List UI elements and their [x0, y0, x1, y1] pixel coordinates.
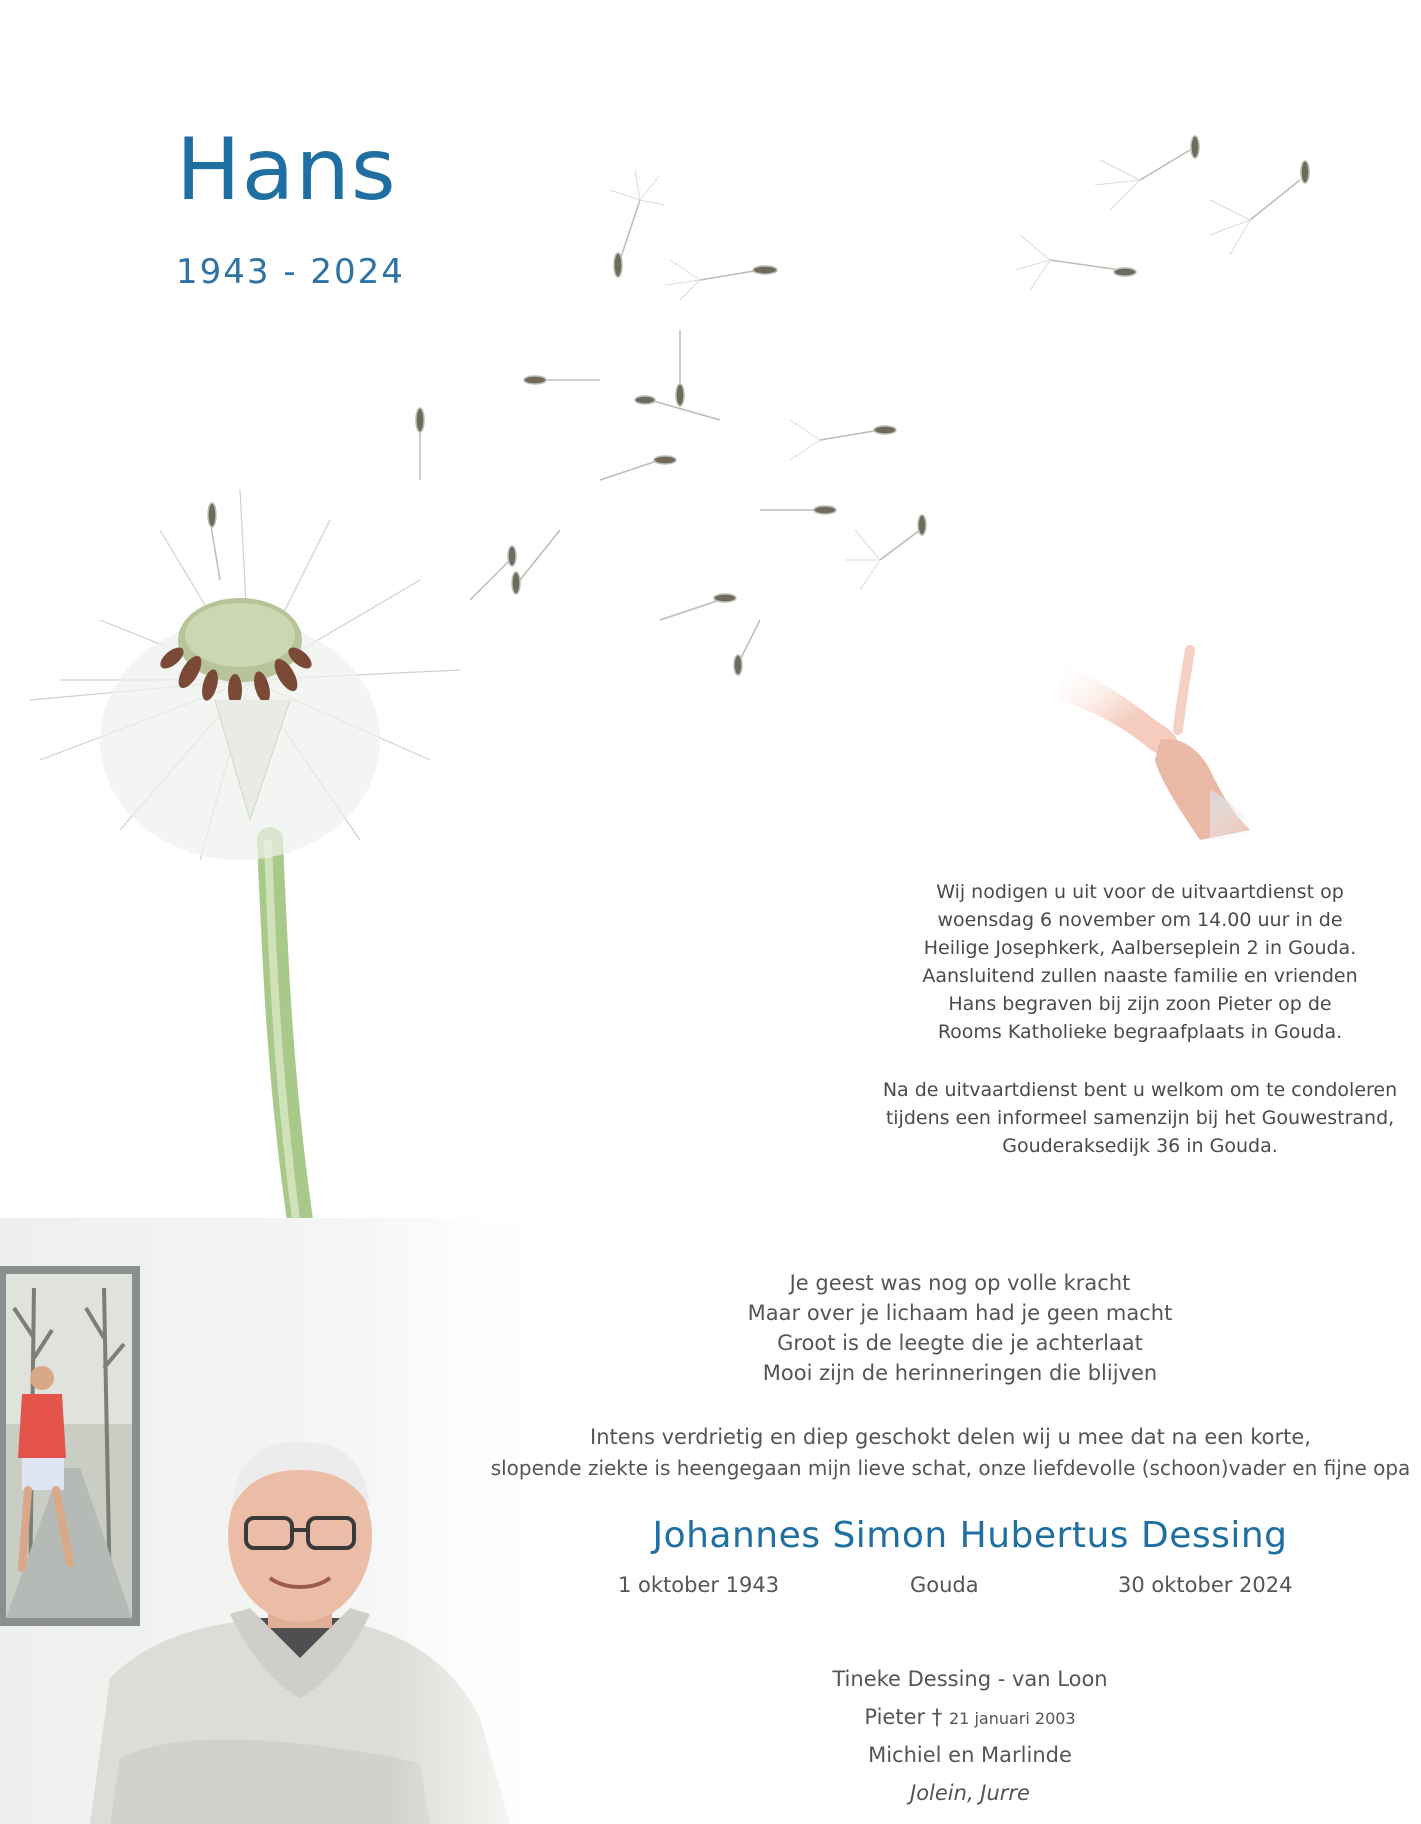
invitation-paragraph-2: [880, 1076, 1400, 1160]
announcement-line: slopende ziekte is heengegaan mijn lieve schat, onze liefdevolle (schoon)vader en fijne opa: [490, 1456, 1411, 1480]
holding-hands-illustration: [1060, 640, 1260, 840]
invitation-paragraph-1: [880, 878, 1400, 1046]
family-son-deceased: [700, 1705, 1240, 1729]
death-date: 30 oktober 2024: [1118, 1573, 1293, 1597]
invitation-line: Heilige Josephkerk, Aalberseplein 2 in Gouda.: [923, 937, 1357, 959]
invitation-line: Aansluitend zullen naaste familie en vrienden: [922, 965, 1358, 987]
portrait-illustration: [0, 1218, 560, 1824]
announcement: [480, 1422, 1421, 1484]
invitation-line: woensdag 6 november om 14.00 uur in de: [937, 909, 1343, 931]
family-grandchildren: Jolein, Jurre: [910, 1781, 1030, 1805]
son-name: Pieter †: [864, 1705, 943, 1729]
place: Gouda: [910, 1573, 979, 1597]
invitation-line: Hans begraven bij zijn zoon Pieter op de: [948, 993, 1332, 1015]
invitation-line: tijdens een informeel samenzijn bij het Gouwestrand,: [885, 1107, 1395, 1129]
family-spouse: Tineke Dessing - van Loon: [832, 1667, 1108, 1691]
birth-date: 1 oktober 1943: [618, 1573, 780, 1597]
portrait-photo: [0, 1218, 560, 1824]
invitation-line: Rooms Katholieke begraafplaats in Gouda.: [937, 1021, 1343, 1043]
family-son: Michiel en Marlinde: [868, 1743, 1072, 1767]
life-years: 1943 - 2024: [176, 252, 405, 292]
invitation-line: Gouderaksedijk 36 in Gouda.: [1002, 1135, 1278, 1157]
poem-line: Mooi zijn de herinneringen die blijven: [762, 1361, 1158, 1385]
son-death-date: 21 januari 2003: [949, 1709, 1076, 1728]
announcement-line: Intens verdrietig en diep geschokt delen wij u mee dat na een korte,: [590, 1425, 1311, 1449]
deceased-full-name: Johannes Simon Hubertus Dessing: [652, 1515, 1288, 1556]
poem-line: Groot is de leegte die je achterlaat: [777, 1331, 1143, 1355]
poem: [700, 1268, 1220, 1388]
poem-line: Je geest was nog op volle kracht: [789, 1271, 1131, 1295]
first-name-title: Hans: [176, 120, 397, 220]
invitation-line: Wij nodigen u uit voor de uitvaartdienst op: [936, 881, 1344, 903]
poem-line: Maar over je lichaam had je geen macht: [747, 1301, 1173, 1325]
invitation-line: Na de uitvaartdienst bent u welkom om te condoleren: [882, 1079, 1398, 1101]
